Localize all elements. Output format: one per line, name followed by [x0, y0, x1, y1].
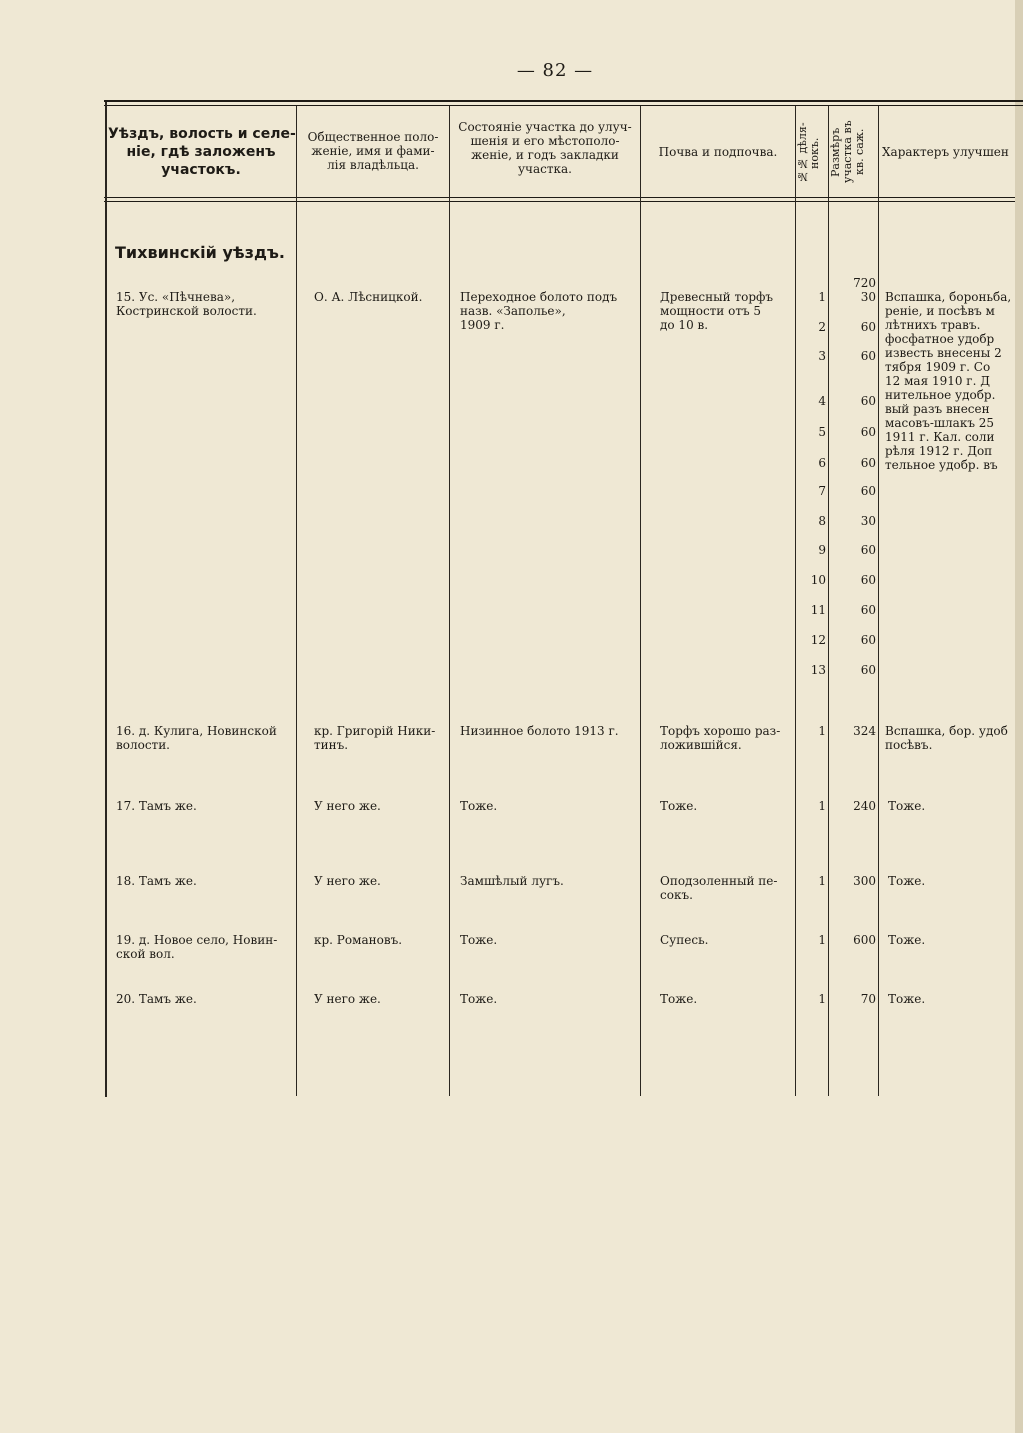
header-plot-number: №№ дѣля- нокъ.: [796, 122, 821, 184]
col-rule-3: [640, 106, 641, 1096]
plot-number: 7: [818, 484, 826, 498]
row-17-soil: Тоже.: [660, 799, 698, 813]
col-rule-5: [828, 106, 829, 1096]
row-15-total-size: 720: [853, 276, 876, 290]
plot-number: 3: [818, 349, 826, 363]
row-19-owner: кр. Романовъ.: [314, 933, 403, 947]
plot-size: 30: [860, 290, 876, 304]
row-20-character: Тоже.: [888, 992, 926, 1006]
row-19-state: Тоже.: [460, 933, 498, 947]
row-15-character: Вспашка, бороньба, реніе, и посѣвъ м лѣтнихъ травъ. фосфатное удобр известь внесены 2 тября 1909 г. Со 12 мая 1910 г. Д нительное удобр. вый разъ внесен масовъ-шлакъ 25 1911 г. Кал. соли рѣля 1912 г. Доп тельное удобр. въ: [885, 290, 1012, 472]
row-15-state: Переходное болото подъ назв. «Заполье», 1909 г.: [460, 290, 618, 332]
row-17-plot-size: 240: [853, 799, 876, 813]
row-16-soil: Торфъ хорошо раз- ложившійся.: [660, 724, 781, 752]
header-owner: Общественное поло- женіе, имя и фами- лія владѣльца.: [307, 130, 439, 172]
row-18-soil: Оподзоленный пе- сокъ.: [660, 874, 778, 902]
row-20-state: Тоже.: [460, 992, 498, 1006]
plot-size: 60: [860, 349, 876, 363]
row-18-character: Тоже.: [888, 874, 926, 888]
col-rule-left: [105, 102, 107, 1097]
plot-size: 60: [860, 663, 876, 677]
row-20-plot-number: 1: [818, 992, 826, 1006]
row-19-place: 19. д. Новое село, Новин- ской вол.: [116, 933, 278, 961]
table-top-rule-thin: [104, 105, 1023, 106]
plot-number: 4: [818, 394, 826, 408]
section-title: Тихвинскій уѣздъ.: [115, 243, 285, 262]
row-17-plot-number: 1: [818, 799, 826, 813]
row-19-soil: Супесь.: [660, 933, 709, 947]
col-rule-1: [296, 106, 297, 1096]
plot-number: 10: [810, 573, 826, 587]
row-17-state: Тоже.: [460, 799, 498, 813]
row-18-state: Замшѣлый лугъ.: [460, 874, 564, 888]
plot-size: 60: [860, 425, 876, 439]
table-top-rule: [104, 100, 1023, 102]
plot-number: 6: [818, 456, 826, 470]
header-plot-size: Размѣръ участка въ кв. саж.: [829, 120, 866, 184]
row-18-owner: У него же.: [314, 874, 381, 888]
row-15-owner: О. А. Лѣсницкой.: [314, 290, 423, 304]
plot-size: 60: [860, 633, 876, 647]
plot-number: 11: [810, 603, 826, 617]
row-20-soil: Тоже.: [660, 992, 698, 1006]
row-20-owner: У него же.: [314, 992, 381, 1006]
row-18-plot-number: 1: [818, 874, 826, 888]
row-18-plot-size: 300: [853, 874, 876, 888]
plot-size: 60: [860, 573, 876, 587]
header-soil: Почва и подпочва.: [658, 145, 778, 159]
plot-size: 30: [860, 514, 876, 528]
header-state: Состояніе участка до улуч- шенія и его мѣстополо- женіе, и годъ закладки участка.: [458, 120, 632, 176]
row-20-place: 20. Тамъ же.: [116, 992, 197, 1006]
plot-size: 60: [860, 484, 876, 498]
plot-size: 60: [860, 456, 876, 470]
row-17-owner: У него же.: [314, 799, 381, 813]
header-character: Характеръ улучшен: [882, 145, 1009, 159]
plot-number: 13: [810, 663, 826, 677]
row-17-character: Тоже.: [888, 799, 926, 813]
row-16-owner: кр. Григорій Ники- тинъ.: [314, 724, 436, 752]
row-18-place: 18. Тамъ же.: [116, 874, 197, 888]
row-15-soil: Древесный торфъ мощности отъ 5 до 10 в.: [660, 290, 774, 332]
plot-number: 1: [818, 290, 826, 304]
row-17-place: 17. Тамъ же.: [116, 799, 197, 813]
col-rule-6: [878, 106, 879, 1096]
plot-size: 60: [860, 603, 876, 617]
row-16-state: Низинное болото 1913 г.: [460, 724, 619, 738]
plot-number: 8: [818, 514, 826, 528]
plot-size: 60: [860, 543, 876, 557]
row-16-plot-number: 1: [818, 724, 826, 738]
row-15-place: 15. Ус. «Пѣчнева», Костринской волости.: [116, 290, 257, 318]
plot-size: 60: [860, 394, 876, 408]
page-number: — 82 —: [516, 60, 594, 81]
col-rule-4: [795, 106, 796, 1096]
row-19-character: Тоже.: [888, 933, 926, 947]
plot-number: 2: [818, 320, 826, 334]
row-16-character: Вспашка, бор. удоб посѣвъ.: [885, 724, 1008, 752]
col-rule-2: [449, 106, 450, 1096]
row-19-plot-size: 600: [853, 933, 876, 947]
row-19-plot-number: 1: [818, 933, 826, 947]
plot-size: 60: [860, 320, 876, 334]
plot-number: 9: [818, 543, 826, 557]
header-district: Уѣздъ, волость и селе- ніе, гдѣ заложенъ участокъ.: [108, 126, 296, 178]
plot-number: 12: [810, 633, 826, 647]
page-edge: [1015, 0, 1023, 1433]
plot-number: 5: [818, 425, 826, 439]
row-16-plot-size: 324: [853, 724, 876, 738]
row-20-plot-size: 70: [860, 992, 876, 1006]
row-16-place: 16. д. Кулига, Новинской волости.: [116, 724, 277, 752]
